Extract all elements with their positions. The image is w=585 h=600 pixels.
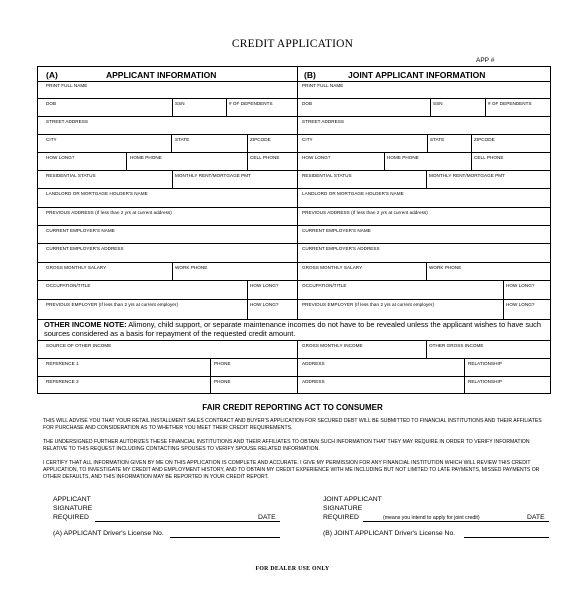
row-line bbox=[38, 207, 550, 208]
row-line bbox=[38, 243, 550, 244]
joint-landlord-label: LANDLORD OR MORTGAGE HOLDER'S NAME bbox=[302, 191, 404, 196]
applicant-gross-salary-label: GROSS MONTHLY SALARY bbox=[46, 265, 107, 270]
cell-divider bbox=[384, 152, 385, 170]
cell-divider bbox=[172, 170, 173, 188]
applicant-license-field[interactable] bbox=[170, 537, 280, 538]
reference-1-address-label: ADDRESS bbox=[302, 361, 325, 366]
row-line bbox=[38, 262, 550, 263]
applicant-sig-line1: APPLICANT bbox=[53, 496, 91, 503]
cell-divider bbox=[485, 98, 486, 116]
applicant-prev-address-label: PREVIOUS ADDRESS (If less than 2 yrs at current address) bbox=[46, 210, 172, 215]
applicant-home-phone-label: HOME PHONE bbox=[130, 155, 162, 160]
joint-prev-employer-label: PREVIOUS EMPLOYER (If less than 2 yrs at current employer) bbox=[302, 302, 435, 307]
joint-how-long-occ-label: HOW LONG? bbox=[506, 283, 535, 288]
other-gross-income-label: OTHER GROSS INCOME bbox=[429, 343, 484, 348]
applicant-sig-line2: SIGNATURE bbox=[53, 505, 93, 512]
cell-divider bbox=[471, 134, 472, 152]
joint-signature-field[interactable] bbox=[363, 521, 549, 522]
joint-dob-label: DOB bbox=[302, 101, 313, 106]
applicant-residential-status-label: RESIDENTIAL STATUS bbox=[46, 173, 96, 178]
applicant-prev-employer-label: PREVIOUS EMPLOYER (If less than 2 yrs at current employer) bbox=[46, 302, 179, 307]
cell-divider bbox=[471, 152, 472, 170]
joint-ssn-label: SSN bbox=[433, 101, 443, 106]
joint-how-long-prev-label: HOW LONG? bbox=[506, 302, 535, 307]
cell-divider bbox=[247, 280, 248, 319]
other-income-note-text: Alimony, child support, or separate maintenance incomes do not have to be revealed unless the applicant wishes to have such sources considered as a basis for repayment of the requested credit amount. bbox=[44, 320, 541, 338]
gross-monthly-income-label: GROSS MONTHLY INCOME bbox=[302, 343, 363, 348]
cell-divider bbox=[172, 262, 173, 280]
applicant-how-long-prev-label: HOW LONG? bbox=[250, 302, 279, 307]
cell-divider bbox=[426, 170, 427, 188]
joint-credit-note: (means you intend to apply for joint credit) bbox=[383, 515, 480, 521]
cell-divider bbox=[171, 134, 172, 152]
applicant-letter: (A) bbox=[46, 70, 58, 80]
joint-work-phone-label: WORK PHONE bbox=[429, 265, 462, 270]
joint-gross-salary-label: GROSS MONTHLY SALARY bbox=[302, 265, 363, 270]
row-line bbox=[38, 225, 550, 226]
joint-city-label: CITY bbox=[302, 137, 313, 142]
applicant-signature-field[interactable] bbox=[95, 521, 280, 522]
applicant-street-label: STREET ADDRESS bbox=[46, 119, 88, 124]
applicant-employer-address-label: CURRENT EMPLOYER'S ADDRESS bbox=[46, 246, 124, 251]
cell-divider bbox=[172, 98, 173, 116]
joint-sig-line1: JOINT APPLICANT bbox=[323, 496, 382, 503]
row-line bbox=[38, 170, 550, 171]
row-line bbox=[38, 152, 550, 153]
cell-divider bbox=[503, 280, 504, 319]
dealer-use-only: FOR DEALER USE ONLY bbox=[255, 566, 330, 572]
joint-letter: (B) bbox=[304, 70, 316, 80]
cell-divider bbox=[426, 262, 427, 280]
joint-sig-line2: SIGNATURE bbox=[323, 505, 363, 512]
row-line bbox=[38, 188, 550, 189]
cell-divider bbox=[297, 340, 298, 394]
joint-employer-address-label: CURRENT EMPLOYER'S ADDRESS bbox=[302, 246, 380, 251]
joint-heading: JOINT APPLICANT INFORMATION bbox=[348, 70, 486, 80]
application-form-table bbox=[37, 66, 551, 394]
reference-2-address-label: ADDRESS bbox=[302, 379, 325, 384]
column-divider bbox=[297, 67, 298, 319]
joint-full-name-label: PRINT FULL NAME bbox=[302, 83, 344, 88]
reference-1-relationship-label: RELATIONSHIP bbox=[468, 361, 502, 366]
cell-divider bbox=[126, 152, 127, 170]
fcra-title: FAIR CREDIT REPORTING ACT TO CONSUMER bbox=[202, 403, 383, 412]
applicant-work-phone-label: WORK PHONE bbox=[175, 265, 208, 270]
joint-occupation-label: OCCUPATION/TITLE bbox=[302, 283, 347, 288]
joint-how-long-label: HOW LONG? bbox=[302, 155, 331, 160]
applicant-date-label: DATE bbox=[258, 514, 276, 521]
applicant-occupation-label: OCCUPATION/TITLE bbox=[46, 283, 91, 288]
joint-license-label: (B) JOINT APPLICANT Driver's License No. bbox=[323, 530, 456, 537]
row-line bbox=[38, 358, 550, 359]
page-title: CREDIT APPLICATION bbox=[231, 38, 354, 50]
row-line bbox=[38, 134, 550, 135]
cell-divider bbox=[210, 358, 211, 394]
joint-street-label: STREET ADDRESS bbox=[302, 119, 344, 124]
other-income-note bbox=[44, 321, 549, 338]
applicant-heading: APPLICANT INFORMATION bbox=[106, 70, 217, 80]
applicant-cell-phone-label: CELL PHONE bbox=[250, 155, 280, 160]
applicant-ssn-label: SSN bbox=[175, 101, 185, 106]
applicant-how-long-label: HOW LONG? bbox=[46, 155, 75, 160]
row-line bbox=[38, 280, 550, 281]
cell-divider bbox=[426, 340, 427, 358]
applicant-city-label: CITY bbox=[46, 137, 57, 142]
applicant-landlord-label: LANDLORD OR MORTGAGE HOLDER'S NAME bbox=[46, 191, 148, 196]
applicant-dob-label: DOB bbox=[46, 101, 57, 106]
reference-1-phone-label: PHONE bbox=[214, 361, 231, 366]
app-number-label: APP # bbox=[476, 57, 495, 64]
applicant-monthly-rent-label: MONTHLY RENT/MORTGAGE PMT bbox=[175, 173, 252, 178]
applicant-sig-line3: REQUIRED bbox=[53, 514, 89, 521]
joint-zip-label: ZIPCODE bbox=[474, 137, 495, 142]
joint-home-phone-label: HOME PHONE bbox=[387, 155, 419, 160]
row-line bbox=[38, 116, 550, 117]
applicant-how-long-occ-label: HOW LONG? bbox=[250, 283, 279, 288]
row-line bbox=[38, 340, 550, 341]
joint-sig-line3: REQUIRED bbox=[323, 514, 359, 521]
row-line bbox=[38, 98, 550, 99]
joint-prev-address-label: PREVIOUS ADDRESS (If less than 2 yrs at current address) bbox=[302, 210, 428, 215]
applicant-state-label: STATE bbox=[175, 137, 190, 142]
cell-divider bbox=[427, 134, 428, 152]
fcra-paragraph-3: I CERTIFY THAT ALL INFORMATION GIVEN BY ME ON THIS APPLICATION IS COMPLETE AND ACCURATE. I GIVE MY PERMISSION FOR ANY FINANCIAL INSTITUTION WHICH WILL REVIEW THIS CREDIT APPLICATION, TO INVESTIGATE MY CREDIT AND EMPLOYMENT HISTORY, AND TO OBTAIN MY CREDIT EXPERIENCE WITH ME INCLUDING BUT NOT LIMITED TO LATE PAYMENTS, MISSED PAYMENTS OR OTHER DEFAULTS, AND THIS INFORMATION MAY BE REPORTED IN YOUR CREDIT REPORT. bbox=[43, 460, 540, 481]
cell-divider bbox=[247, 152, 248, 170]
joint-license-field[interactable] bbox=[464, 537, 549, 538]
applicant-license-label: (A) APPLICANT Driver's License No. bbox=[53, 530, 164, 537]
applicant-full-name-label: PRINT FULL NAME bbox=[46, 83, 88, 88]
joint-residential-status-label: RESIDENTIAL STATUS bbox=[302, 173, 352, 178]
applicant-employer-label: CURRENT EMPLOYER'S NAME bbox=[46, 228, 115, 233]
fcra-paragraph-2: THE UNDERSIGNED FURTHER AUTORIZES THESE FINANCIAL INSTITUTIONS AND THEIR AFFILIATES TO OBTAIN SUCH INFORMATION THAT THEY MAY REQUIRE IN ORDER TO VERIFY INFORMATION RELATIVE TO THIS REQUEST INCLUDING CONTACTING SPOUSES TO VERIFY SPOUSE RELATED INFORMATION. bbox=[43, 439, 530, 453]
joint-dependents-label: # OF DEPENDENTS bbox=[488, 101, 532, 106]
joint-employer-label: CURRENT EMPLOYER'S NAME bbox=[302, 228, 371, 233]
joint-date-label: DATE bbox=[527, 514, 545, 521]
reference-2-label: REFERENCE 2 bbox=[46, 379, 79, 384]
cell-divider bbox=[430, 98, 431, 116]
joint-cell-phone-label: CELL PHONE bbox=[474, 155, 504, 160]
joint-state-label: STATE bbox=[430, 137, 445, 142]
applicant-dependents-label: # OF DEPENDENTS bbox=[229, 101, 273, 106]
cell-divider bbox=[226, 98, 227, 116]
row-line bbox=[38, 376, 550, 377]
joint-monthly-rent-label: MONTHLY RENT/MORTGAGE PMT bbox=[429, 173, 506, 178]
row-line bbox=[38, 299, 550, 300]
other-income-note-label: OTHER INCOME NOTE: bbox=[44, 320, 127, 329]
reference-1-label: REFERENCE 1 bbox=[46, 361, 79, 366]
fcra-paragraph-1: THIS WILL ADVISE YOU THAT YOUR RETAIL INSTALLMENT SALES CONTRACT AND BUYER'S APPLICATION FOR SECURED DEBT WILL BE SUBMITTED TO FINANCIAL INSTITUTIONS AND THEIR AFFILIATES FOR PURCHASE AND CONSIDERATION AS TO WHETHER YOU MEET THEIR CREDIT REQUIREMENTS. bbox=[43, 418, 542, 432]
reference-2-relationship-label: RELATIONSHIP bbox=[468, 379, 502, 384]
cell-divider bbox=[464, 358, 465, 394]
reference-2-phone-label: PHONE bbox=[214, 379, 231, 384]
other-income-source-label: SOURCE OF OTHER INCOME bbox=[46, 343, 112, 348]
row-line bbox=[38, 81, 550, 82]
applicant-zip-label: ZIPCODE bbox=[250, 137, 271, 142]
cell-divider bbox=[247, 134, 248, 152]
